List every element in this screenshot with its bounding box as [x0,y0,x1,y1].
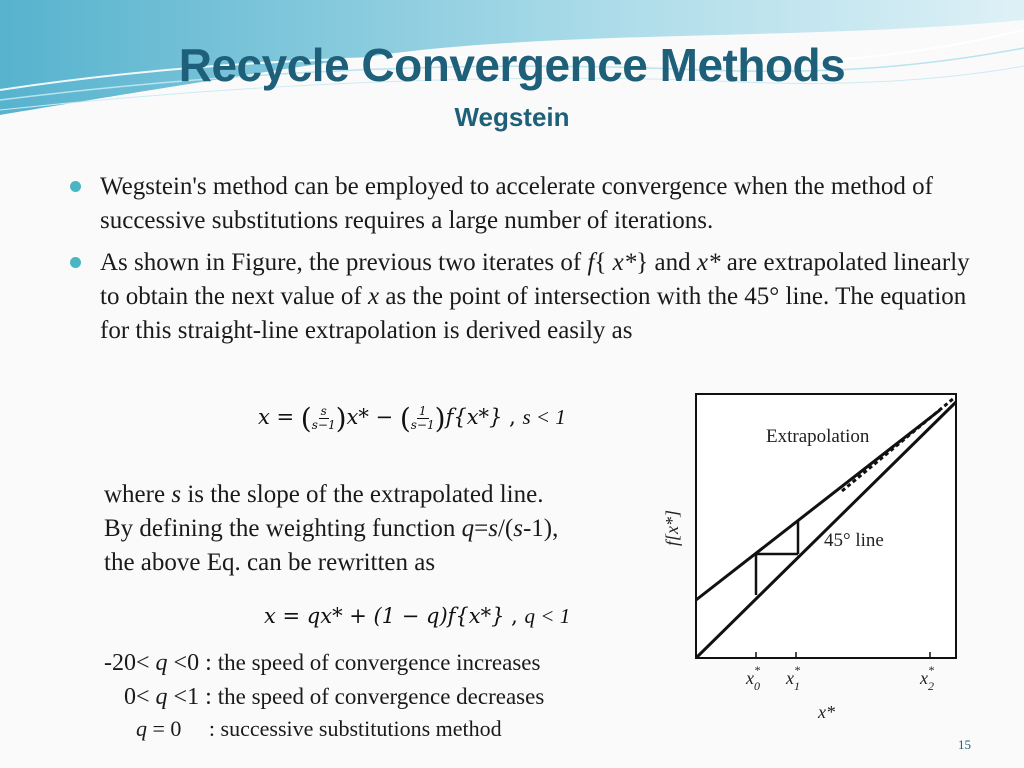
bullet-dot-icon [70,181,81,192]
eq2-body: x = qx* + (1 − q)f{x*} [264,604,505,628]
slide-subtitle: Wegstein [454,102,570,132]
y-axis-label: f[x*] [662,510,682,546]
tick-label-x1: $x_1*$ [786,663,800,693]
x-axis-label: x* [818,702,835,722]
eq-tail: f{x*} [445,405,503,429]
bullet-list [70,170,980,356]
bullet-text: Wegstein's method can be employed to accelerate convergence when the method of successive substitutions requires a large number of iterations. [100,173,933,234]
bullet-dot-icon [70,257,81,268]
page-number: 15 [958,737,971,752]
equation-weighted: x = qx* + (1 − q)f{x*} , q < 1 [264,604,571,628]
bullet-text-part: As shown in Figure, the previous two iterates of [100,249,588,276]
extrapolation-label: Extrapolation [766,426,870,447]
eq-lhs: x = [258,405,301,429]
bullet-item [70,170,980,238]
math-var-f: f [587,249,595,276]
bullet-text-part: { [594,249,613,276]
weighting-explanation: where s is the slope of the extrapolated line. By defining the weighting function q=s/(s-1), the above Eq. can be rewritten as [104,481,559,576]
condition-row-decrease: 0< q <1 : the speed of convergence decreases [124,684,545,710]
math-var-xstar: x* [612,249,637,276]
math-var-xstar: x* [696,249,721,276]
tick-label-x2: $x_2*$ [920,663,934,693]
fraction-1-over-s-minus-1: $\frac{1}{s-1}$ [410,404,435,432]
bullet-text-part: } and [636,249,697,276]
bullet-text-part: as the point of intersection with the 45° line. The equation for this straight-line extrapolation is derived easily as [100,283,967,344]
wegstein-figure [662,388,972,728]
slide-title: Recycle Convergence Methods [178,39,846,91]
tick-label-x0: $x_0*$ [746,663,760,693]
fraction-s-over-s-minus-1: $\frac{s}{s-1}$ [311,404,336,432]
line-45-label: 45° line [824,530,884,551]
eq-condition: s < 1 [522,405,566,429]
bullet-text-part: are extrapolated linearly to obtain the next value of [100,249,970,310]
eq-mid: x* − [346,405,400,429]
condition-row-increase: -20< q <0 : the speed of convergence increases [104,650,541,676]
condition-row-successive: q = 0 : successive substitutions method [136,716,502,741]
equation-extrapolation: x = ( $\frac{s}{s-1}$ )x* − ( $\frac{1}{s-1}$ )f{x*} , s < 1 [258,402,566,435]
eq2-condition: q < 1 [524,604,571,628]
math-var-x: x [367,283,380,310]
bullet-item [70,246,980,348]
